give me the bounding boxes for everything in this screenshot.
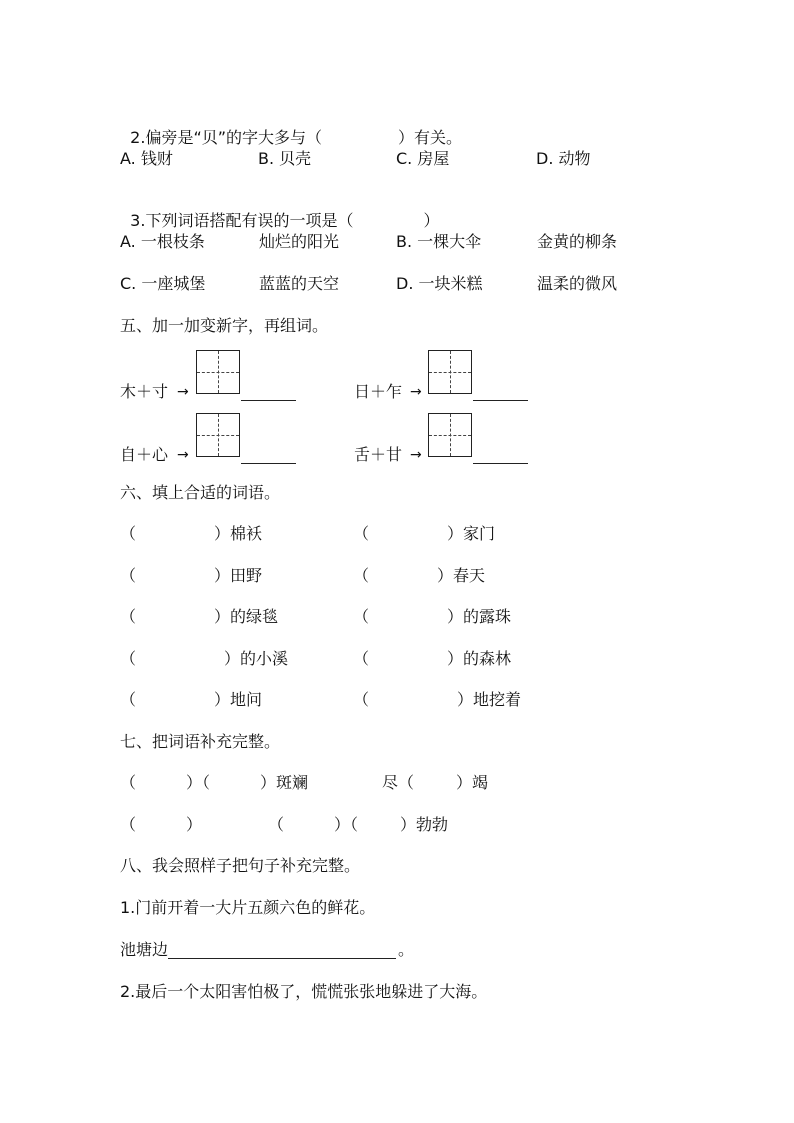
q2-stem-b: ）有关。 [398, 128, 463, 147]
combine-item-4: 舌＋甘 [354, 445, 403, 464]
arrow-icon: → [410, 384, 422, 400]
section-6-title: 六、填上合适的词语。 [120, 483, 281, 502]
example-sentence-1: 1.门前开着一大片五颜六色的鲜花。 [120, 898, 376, 917]
fill-item-9[interactable]: （ ）地问 [120, 690, 263, 709]
fill-item-7[interactable]: （ ）的小溪 [120, 649, 289, 668]
q2-option-d[interactable]: D. 动物 [536, 149, 591, 168]
combine-item-1: 木＋寸 [120, 382, 169, 401]
fill-item-2[interactable]: （ ）家门 [353, 524, 496, 543]
idiom-4[interactable]: （ ）（ ）勃勃 [268, 815, 449, 834]
q3-option-b-pair: 金黄的柳条 [537, 232, 618, 251]
example-sentence-2: 2.最后一个太阳害怕极了，慌慌张张地躲进了大海。 [120, 982, 488, 1001]
fill-item-3[interactable]: （ ）田野 [120, 566, 263, 585]
arrow-icon: → [177, 384, 189, 400]
q2-stem [120, 108, 463, 147]
q3-stem: 3.下列词语搭配有误的一项是（ ） [130, 211, 440, 230]
char-box-3[interactable] [196, 413, 240, 457]
char-box-2[interactable] [428, 350, 472, 394]
q2-option-b[interactable]: B. 贝壳 [258, 149, 312, 168]
q2-option-c[interactable]: C. 房屋 [396, 149, 450, 168]
word-blank-1[interactable] [241, 400, 296, 401]
combine-item-3: 自＋心 [120, 445, 169, 464]
word-blank-3[interactable] [241, 463, 296, 464]
section-8-title: 八、我会照样子把句子补充完整。 [120, 856, 361, 875]
q3-option-d-pair: 温柔的微风 [537, 274, 618, 293]
arrow-icon: → [410, 447, 422, 463]
fill-suffix: 。 [398, 940, 415, 959]
idiom-1[interactable]: （ ）（ ）斑斓 [120, 773, 309, 792]
q3-option-b[interactable]: B. 一棵大伞 [396, 232, 482, 251]
q3-option-d[interactable]: D. 一块米糕 [396, 274, 483, 293]
fill-prefix: 池塘边 [120, 940, 169, 959]
q2-stem-a: 2.偏旁是“贝”的字大多与（ [130, 128, 323, 147]
char-box-4[interactable] [428, 413, 472, 457]
section-7-title: 七、把词语补充完整。 [120, 732, 281, 751]
sentence-blank[interactable] [168, 958, 396, 959]
combine-item-2: 日＋乍 [354, 382, 403, 401]
q3-option-c[interactable]: C. 一座城堡 [120, 274, 206, 293]
fill-item-10[interactable]: （ ）地挖着 [353, 690, 522, 709]
idiom-2[interactable]: 尽（ ）竭 [382, 773, 489, 792]
word-blank-4[interactable] [473, 463, 528, 464]
word-blank-2[interactable] [473, 400, 528, 401]
q3-option-c-pair: 蓝蓝的天空 [259, 274, 340, 293]
q3-option-a[interactable]: A. 一根枝条 [120, 232, 205, 251]
idiom-3[interactable]: （ ） [120, 815, 203, 834]
fill-item-6[interactable]: （ ）的露珠 [353, 607, 512, 626]
char-box-1[interactable] [196, 350, 240, 394]
q2-option-a[interactable]: A. 钱财 [120, 149, 173, 168]
fill-item-4[interactable]: （ ）春天 [353, 566, 486, 585]
fill-item-1[interactable]: （ ）棉袄 [120, 524, 263, 543]
arrow-icon: → [177, 447, 189, 463]
section-5-title: 五、加一加变新字，再组词。 [120, 316, 329, 335]
fill-item-5[interactable]: （ ）的绿毯 [120, 607, 279, 626]
q3-option-a-pair: 灿烂的阳光 [259, 232, 340, 251]
fill-item-8[interactable]: （ ）的森林 [353, 649, 512, 668]
